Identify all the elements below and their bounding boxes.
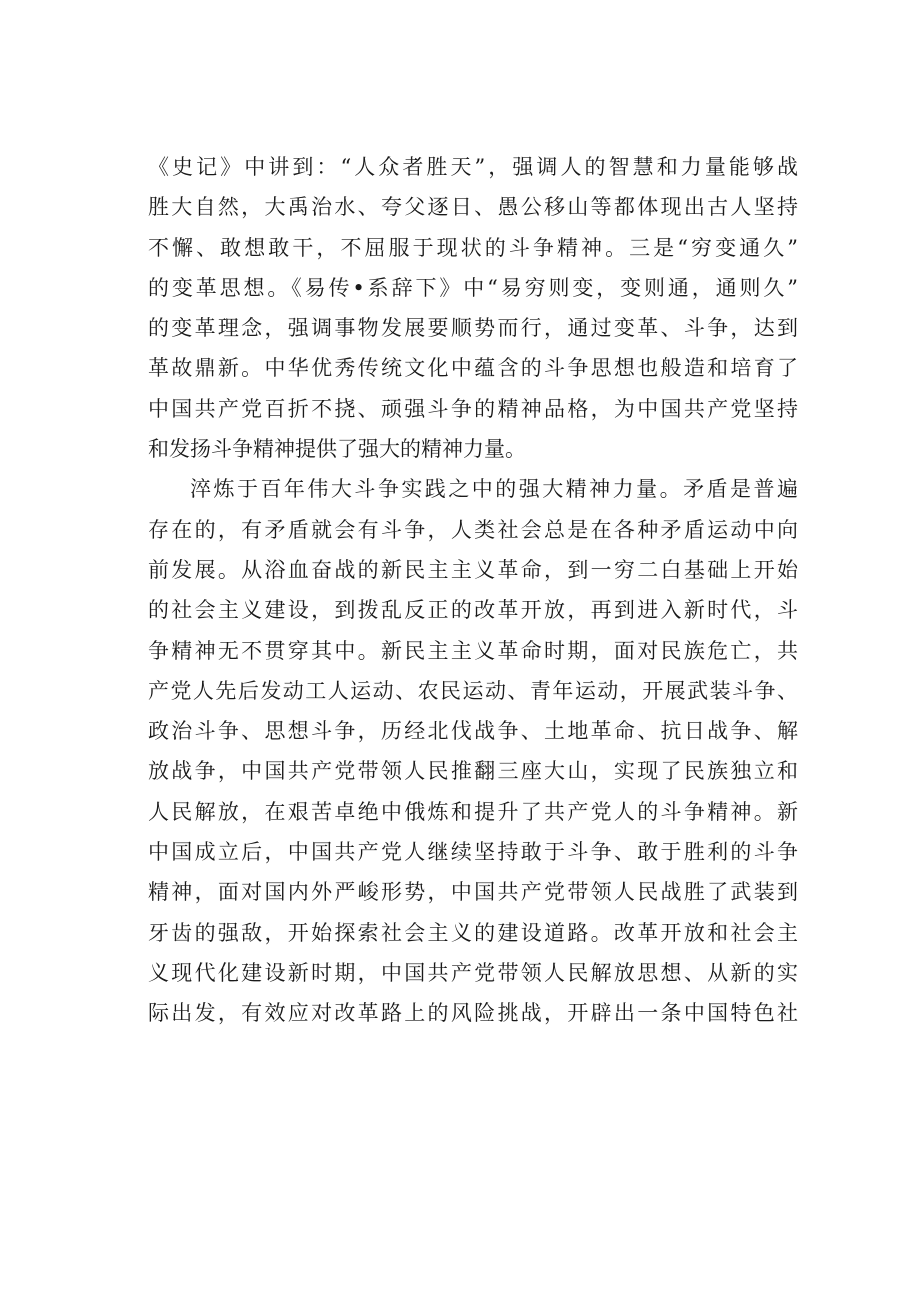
text-line: 中国共产党百折不挠、顽强斗争的精神品格，为中国共产党坚持 [148, 396, 798, 421]
text-line: 和发扬斗争精神提供了强大的精神力量。 [148, 437, 526, 462]
text-line: 政治斗争、思想斗争，历经北伐战争、土地革命、抗日战争、解 [148, 719, 798, 744]
text-line: 的社会主义建设，到拨乱反正的改革开放，再到进入新时代，斗 [148, 598, 798, 623]
text-line: 存在的，有矛盾就会有斗争，人类社会总是在各种矛盾运动中向 [148, 517, 798, 542]
text-line: 胜大自然，大禹治水、夸父逐日、愚公移山等都体现出古人坚持 [148, 195, 798, 220]
paragraph-2 [148, 469, 798, 1033]
text-line: 《史记》中讲到：“人众者胜天”，强调人的智慧和力量能够战 [148, 155, 798, 179]
text-line: 前发展。从浴血奋战的新民主主义革命，到一穷二白基础上开始 [148, 557, 798, 582]
text-line: 产党人先后发动工人运动、农民运动、青年运动，开展武装斗争、 [148, 678, 798, 703]
text-line: 争精神无不贯穿其中。新民主主义革命时期，面对民族危亡，共 [148, 638, 798, 663]
text-line: 精神，面对国内外严峻形势，中国共产党带领人民战胜了武装到 [148, 880, 798, 905]
text-line: 淬炼于百年伟大斗争实践之中的强大精神力量。矛盾是普遍 [190, 477, 798, 502]
text-line: 际出发，有效应对改革路上的风险挑战，开辟出一条中国特色社 [148, 1001, 798, 1026]
text-line: 中国成立后，中国共产党人继续坚持敢于斗争、敢于胜利的斗争 [148, 840, 798, 865]
text-line: 人民解放，在艰苦卓绝中俄炼和提升了共产党人的斗争精神。新 [148, 799, 798, 824]
text-line: 革故鼎新。中华优秀传统文化中蕴含的斗争思想也般造和培育了 [148, 356, 798, 381]
paragraph-1 [148, 147, 798, 469]
text-line: 不懈、敢想敢干，不屈服于现状的斗争精神。三是“穷变通久” [148, 235, 798, 260]
text-line: 义现代化建设新时期，中国共产党带领人民解放思想、从新的实 [148, 960, 798, 985]
text-line: 放战争，中国共产党带领人民推翻三座大山，实现了民族独立和 [148, 759, 798, 784]
text-line: 的变革理念，强调事物发展要顺势而行，通过变革、斗争，达到 [148, 316, 798, 341]
body-text [148, 147, 798, 1034]
text-line: 牙齿的强敌，开始探索社会主义的建设道路。改革开放和社会主 [148, 920, 798, 945]
text-line: 的变革思想。《易传•系辞下》中“易穷则变，变则通，通则久” [148, 275, 798, 300]
